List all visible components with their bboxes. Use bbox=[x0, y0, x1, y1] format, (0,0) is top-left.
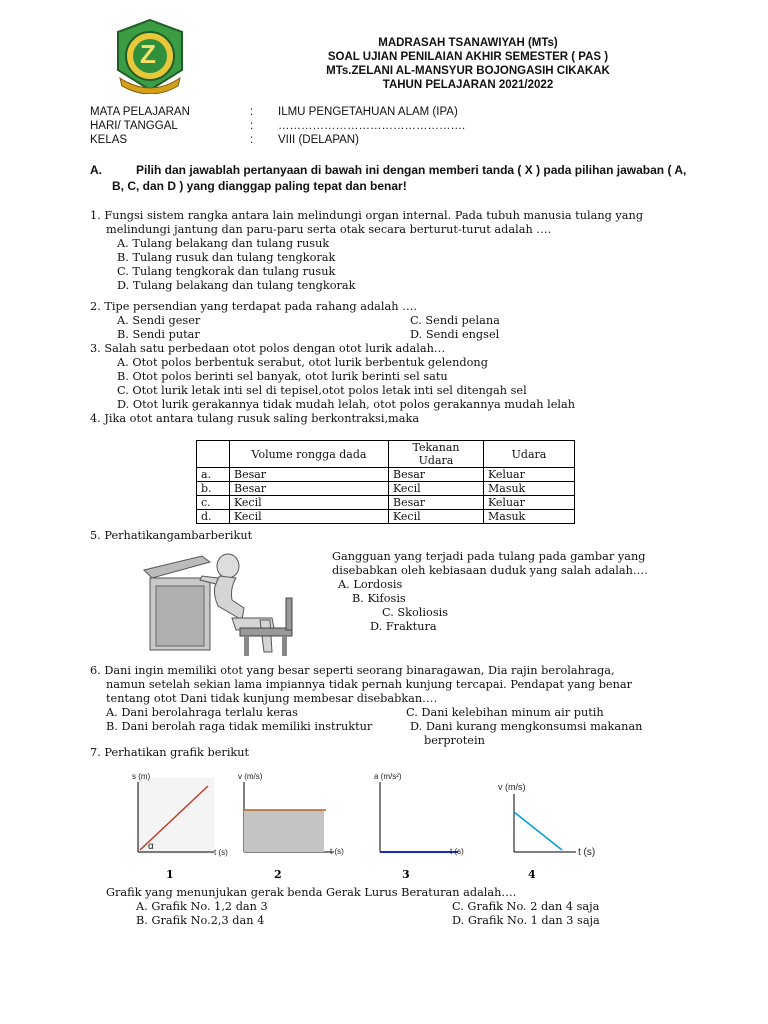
header-line-2: SOAL UJIAN PENILAIAN AKHIR SEMESTER ( PAS ) bbox=[327, 51, 609, 63]
q1-option-a: A. Tulang belakang dan tulang rusuk bbox=[117, 237, 330, 250]
graph-1-ylabel: s (m) bbox=[132, 772, 151, 781]
graph-2 bbox=[238, 772, 344, 856]
q6-text-2: namun setelah sekian lama impiannya tidak pernah kunjung tercapai. Pendapat yang benar bbox=[106, 678, 633, 691]
meta-value-subject: ILMU PENGETAHUAN ALAM (IPA) bbox=[278, 106, 458, 118]
q1-option-b: B. Tulang rusuk dan tulang tengkorak bbox=[117, 251, 336, 264]
graph-2-area bbox=[244, 810, 324, 852]
q1-text-2: melindungi jantung dan paru-paru serta otak secara berturut-turut adalah …. bbox=[106, 223, 552, 236]
graph-4-ylabel: v (m/s) bbox=[498, 782, 526, 792]
q6-option-d-cont: berprotein bbox=[424, 734, 485, 747]
header-line-1: MADRASAH TSANAWIYAH (MTs) bbox=[378, 37, 558, 49]
q1-option-d: D. Tulang belakang dan tulang tengkorak bbox=[117, 279, 356, 292]
q7-graphs bbox=[110, 768, 610, 880]
q3-option-a: A. Otot polos berbentuk serabut, otot lurik berbentuk gelendong bbox=[117, 356, 488, 369]
q5-question-1: Gangguan yang terjadi pada tulang pada gambar yang bbox=[332, 550, 646, 563]
table-row: c. Kecil Besar Keluar bbox=[197, 496, 575, 510]
q3-text: 3. Salah satu perbedaan otot polos dengan otot lurik adalah… bbox=[90, 342, 446, 355]
meta-sep: : bbox=[250, 106, 254, 118]
q6-option-d: D. Dani kurang mengkonsumsi makanan bbox=[410, 720, 643, 733]
graph-4-number: 4 bbox=[528, 868, 536, 880]
q2-option-a: A. Sendi geser bbox=[117, 314, 201, 327]
q1-option-c: C. Tulang tengkorak dan tulang rusuk bbox=[117, 265, 336, 278]
q2-option-b: B. Sendi putar bbox=[117, 328, 200, 341]
header-line-3: MTs.ZELANI AL-MANSYUR BOJONGASIH CIKAKAK bbox=[326, 65, 610, 77]
graph-2-ylabel: v (m/s) bbox=[238, 772, 263, 781]
sitting-posture-illustration bbox=[140, 548, 302, 660]
table-row: b. Besar Kecil Masuk bbox=[197, 482, 575, 496]
q6-text-1: 6. Dani ingin memiliki otot yang besar seperti seorang binaragawan, Dia rajin berolahraga, bbox=[90, 664, 615, 677]
graph-4-line bbox=[514, 812, 562, 850]
graph-2-number: 2 bbox=[274, 868, 282, 880]
meta-label-subject: MATA PELAJARAN bbox=[90, 106, 190, 118]
graph-1-angle: α bbox=[148, 841, 154, 852]
q3-option-d: D. Otot lurik gerakannya tidak mudah lelah, otot polos gerakannya mudah lelah bbox=[117, 398, 576, 411]
q5-question-2: disebabkan oleh kebiasaan duduk yang salah adalah…. bbox=[332, 564, 648, 577]
col-header-tekanan: Tekanan Udara bbox=[389, 441, 484, 468]
col-header-udara: Udara bbox=[484, 441, 575, 468]
graph-4 bbox=[498, 782, 595, 858]
section-letter: A. bbox=[90, 163, 102, 177]
q3-option-b: B. Otot polos berinti sel banyak, otot lurik berinti sel satu bbox=[117, 370, 448, 383]
q2-option-d: D. Sendi engsel bbox=[410, 328, 500, 341]
q7-option-b: B. Grafik No.2,3 dan 4 bbox=[136, 914, 265, 927]
graph-2-xlabel: t (s) bbox=[330, 847, 344, 856]
q3-option-c: C. Otot lurik letak inti sel di tepisel,otot polos letak inti sel ditengah sel bbox=[117, 384, 527, 397]
table-row: d. Kecil Kecil Masuk bbox=[197, 510, 575, 524]
q6-option-c: C. Dani kelebihan minum air putih bbox=[406, 706, 604, 719]
logo-letter: Z bbox=[140, 39, 156, 69]
q5-text: 5. Perhatikangambarberikut bbox=[90, 529, 253, 542]
q5-option-c: C. Skoliosis bbox=[382, 606, 449, 619]
graph-4-xlabel: t (s) bbox=[578, 847, 596, 858]
q7-option-a: A. Grafik No. 1,2 dan 3 bbox=[136, 900, 268, 913]
meta-value-class: VIII (DELAPAN) bbox=[278, 134, 359, 146]
graph-3-ylabel: a (m/s²) bbox=[374, 772, 402, 781]
graph-3-number: 3 bbox=[402, 868, 410, 880]
graph-1-xlabel: t (s) bbox=[214, 848, 228, 857]
section-instruction-1: Pilih dan jawablah pertanyaan di bawah ini dengan memberi tanda ( X ) pada pilihan jawaban ( A, bbox=[136, 163, 687, 177]
graph-1 bbox=[132, 772, 228, 857]
meta-value-date: …………………………………………. bbox=[278, 120, 466, 132]
q1-text-1: 1. Fungsi sistem rangka antara lain melindungi organ internal. Pada tubuh manusia tulang yang bbox=[90, 209, 644, 222]
meta-sep: : bbox=[250, 120, 254, 132]
meta-label-date: HARI/ TANGGAL bbox=[90, 120, 178, 132]
q5-option-d: D. Fraktura bbox=[370, 620, 437, 633]
q2-option-c: C. Sendi pelana bbox=[410, 314, 500, 327]
q2-text: 2. Tipe persendian yang terdapat pada rahang adalah …. bbox=[90, 300, 418, 313]
q5-option-b: B. Kifosis bbox=[352, 592, 406, 605]
graph-1-number: 1 bbox=[166, 868, 174, 880]
q5-option-a: A. Lordosis bbox=[338, 578, 403, 591]
col-header-volume: Volume rongga dada bbox=[230, 441, 389, 468]
q7-option-d: D. Grafik No. 1 dan 3 saja bbox=[452, 914, 600, 927]
q6-option-b: B. Dani berolah raga tidak memiliki instruktur bbox=[106, 720, 373, 733]
table-row: a. Besar Besar Keluar bbox=[197, 468, 575, 482]
graph-3 bbox=[374, 772, 464, 856]
q4-text: 4. Jika otot antara tulang rusuk saling berkontraksi,maka bbox=[90, 412, 420, 425]
section-instruction-2: B, C, dan D ) yang dianggap paling tepat dan benar! bbox=[112, 179, 407, 193]
q7-question: Grafik yang menunjukan gerak benda Gerak Lurus Beraturan adalah…. bbox=[106, 886, 517, 899]
q6-option-a: A. Dani berolahraga terlalu keras bbox=[106, 706, 298, 719]
meta-sep: : bbox=[250, 134, 254, 146]
meta-label-class: KELAS bbox=[90, 134, 128, 146]
q6-text-3: tentang otot Dani tidak kunjung membesar disebabkan…. bbox=[106, 692, 438, 705]
graph-3-xlabel: t (s) bbox=[450, 847, 464, 856]
q7-text: 7. Perhatikan grafik berikut bbox=[90, 746, 250, 759]
school-logo bbox=[112, 18, 188, 94]
q4-table bbox=[196, 440, 575, 524]
header-line-4: TAHUN PELAJARAN 2021/2022 bbox=[382, 79, 554, 91]
q7-option-c: C. Grafik No. 2 dan 4 saja bbox=[452, 900, 600, 913]
